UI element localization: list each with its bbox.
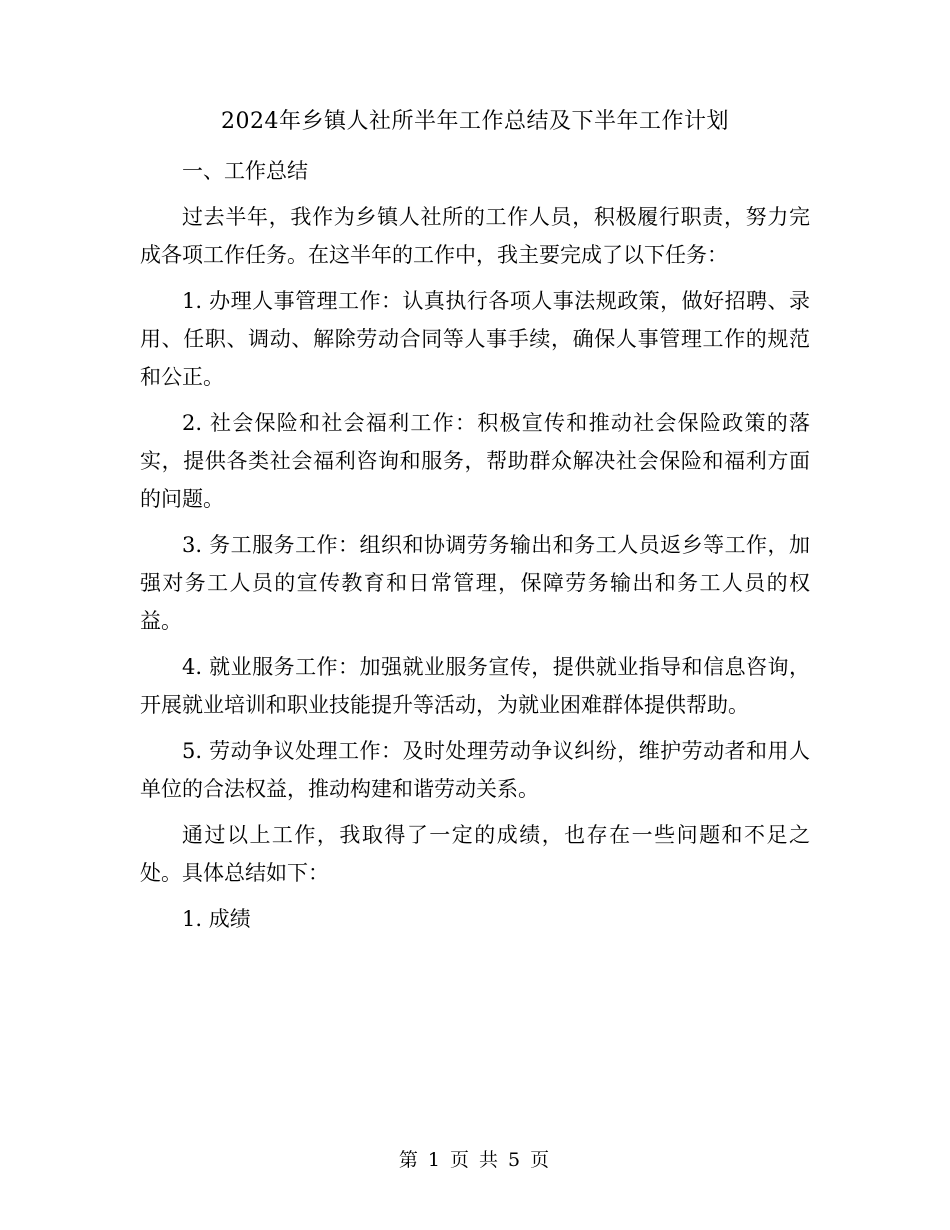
document-title: 2024年乡镇人社所半年工作总结及下半年工作计划 (221, 109, 729, 134)
page-number-footer: 第 1 页 共 5 页 (398, 1149, 552, 1171)
paragraph: 过去半年，我作为乡镇人社所的工作人员，积极履行职责，努力完成各项工作任务。在这半年的工作中，我主要完成了以下任务： (140, 205, 810, 267)
list-item: 1. 成绩 (182, 907, 251, 931)
list-item: 1. 办理人事管理工作：认真执行各项人事法规政策，做好招聘、录用、任职、调动、解除劳动合同等人事手续，确保人事管理工作的规范和公正。 (140, 289, 810, 389)
list-item: 5. 劳动争议处理工作：及时处理劳动争议纠纷，维护劳动者和用人单位的合法权益，推动构建和谐劳动关系。 (140, 739, 810, 801)
paragraph: 通过以上工作，我取得了一定的成绩，也存在一些问题和不足之处。具体总结如下： (140, 823, 810, 885)
list-item: 2. 社会保险和社会福利工作：积极宣传和推动社会保险政策的落实，提供各类社会福利咨询和服务，帮助群众解决社会保险和福利方面的问题。 (140, 411, 810, 511)
document-body (140, 152, 810, 946)
list-item: 4. 就业服务工作：加强就业服务宣传，提供就业指导和信息咨询，开展就业培训和职业技能提升等活动，为就业困难群体提供帮助。 (140, 655, 810, 717)
list-item: 3. 务工服务工作：组织和协调劳务输出和务工人员返乡等工作，加强对务工人员的宣传教育和日常管理，保障劳务输出和务工人员的权益。 (140, 533, 810, 633)
section-heading: 一、工作总结 (182, 159, 308, 183)
